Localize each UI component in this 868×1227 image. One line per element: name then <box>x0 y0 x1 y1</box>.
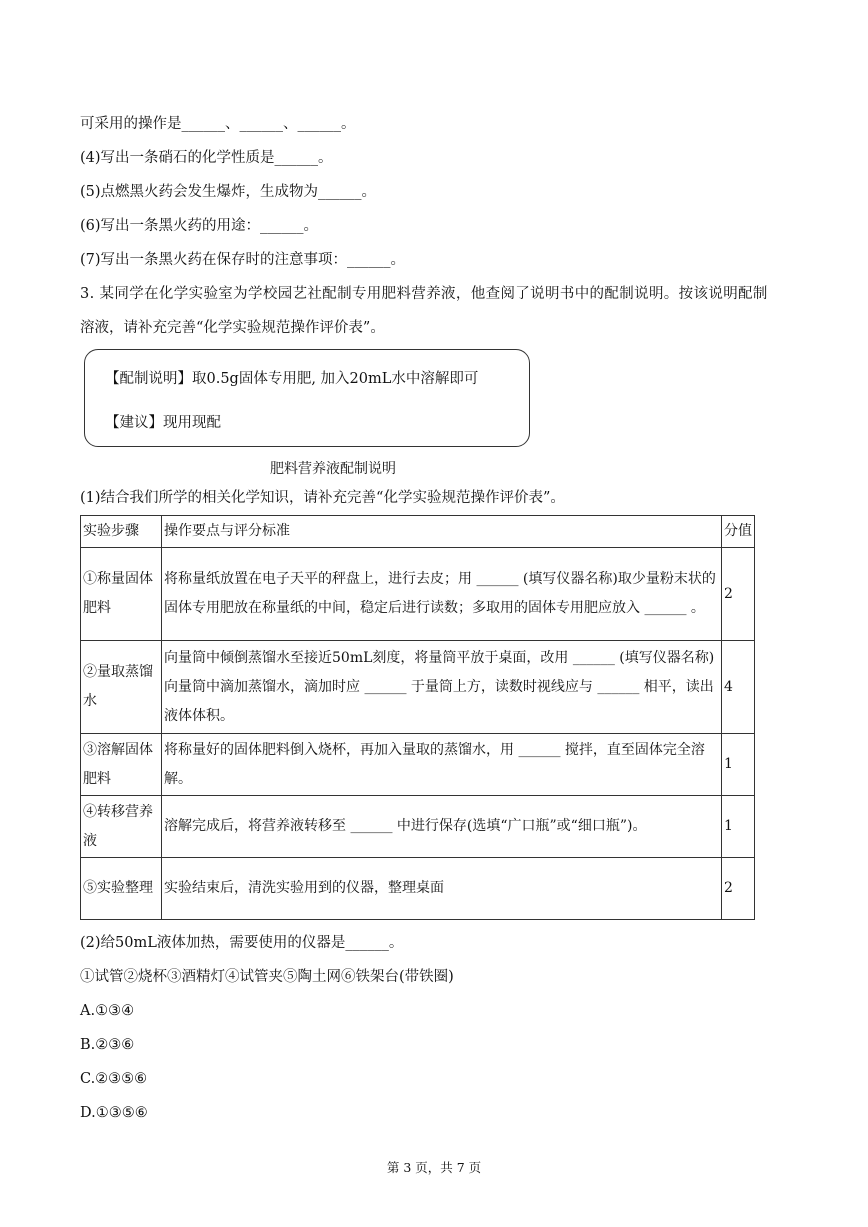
suggestion-text: 【建议】现用现配 <box>105 415 221 431</box>
option-b: B.②③⑥ <box>80 1037 135 1053</box>
step-cell: ①称量固体肥料 <box>81 548 162 641</box>
table-header-cell: 实验步骤 <box>81 516 162 548</box>
step-cell: ②量取蒸馏水 <box>81 641 162 734</box>
table-header-cell: 分值 <box>722 516 755 548</box>
sub-question-2: (2)给50mL液体加热，需要使用的仪器是______。 <box>80 935 404 951</box>
table-header-row <box>81 516 755 548</box>
content-cell: 向量筒中倾倒蒸馏水至接近50mL刻度，将量筒平放于桌面，改用 ______ (填写仪器名称)向量筒中滴加蒸馏水，滴加时应 ______ 于量筒上方，读数时视线应与 ______ 相平，读出液体体积。 <box>162 641 722 734</box>
question-text-line: 可采用的操作是______、______、______。 <box>80 116 356 132</box>
question-3-line-2: 溶液，请补充完善“化学实验规范操作评价表”。 <box>80 320 385 336</box>
table-row <box>81 734 755 796</box>
preparation-instructions-box <box>84 349 530 447</box>
instrument-list: ①试管②烧杯③酒精灯④试管夹⑤陶土网⑥铁架台(带铁圈) <box>80 969 454 985</box>
evaluation-table <box>80 515 755 920</box>
step-cell: ⑤实验整理 <box>81 858 162 920</box>
option-d: D.①③⑤⑥ <box>80 1105 148 1121</box>
score-cell: 2 <box>722 548 755 641</box>
table-row <box>81 796 755 858</box>
content-cell: 实验结束后，清洗实验用到的仪器，整理桌面 <box>162 858 722 920</box>
content-cell: 将称量好的固体肥料倒入烧杯，再加入量取的蒸馏水，用 ______ 搅拌，直至固体完全溶解。 <box>162 734 722 796</box>
table-row <box>81 548 755 641</box>
score-cell: 4 <box>722 641 755 734</box>
question-3-line-1: 3. 某同学在化学实验室为学校园艺社配制专用肥料营养液，他查阅了说明书中的配制说明。按该说明配制 <box>80 286 768 302</box>
question-text-line: (7)写出一条黑火药在保存时的注意事项：______。 <box>80 252 406 268</box>
sub-question-1: (1)结合我们所学的相关化学知识，请补充完善“化学实验规范操作评价表”。 <box>80 490 565 506</box>
question-text-line: (5)点燃黑火药会发生爆炸，生成物为______。 <box>80 184 377 200</box>
step-cell: ④转移营养液 <box>81 796 162 858</box>
content-cell: 将称量纸放置在电子天平的秤盘上，进行去皮；用 ______ (填写仪器名称)取少量粉末状的固体专用肥放在称量纸的中间，稳定后进行读数；多取用的固体专用肥应放入 ______ 。 <box>162 548 722 641</box>
score-cell: 2 <box>722 858 755 920</box>
score-cell: 1 <box>722 796 755 858</box>
score-cell: 1 <box>722 734 755 796</box>
table-row <box>81 858 755 920</box>
option-a: A.①③④ <box>80 1003 135 1019</box>
option-c: C.②③⑤⑥ <box>80 1071 148 1087</box>
table-header-cell: 操作要点与评分标准 <box>162 516 722 548</box>
question-text-line: (4)写出一条硝石的化学性质是______。 <box>80 150 333 166</box>
content-cell: 溶解完成后，将营养液转移至 ______ 中进行保存(选填“广口瓶”或“细口瓶”)。 <box>162 796 722 858</box>
step-cell: ③溶解固体肥料 <box>81 734 162 796</box>
page-footer: 第 3 页，共 7 页 <box>386 1160 482 1175</box>
table-row <box>81 641 755 734</box>
box-caption: 肥料营养液配制说明 <box>270 461 396 477</box>
instruction-text: 【配制说明】取0.5g固体专用肥, 加入20mL水中溶解即可 <box>105 371 479 387</box>
question-text-line: (6)写出一条黑火药的用途：______。 <box>80 218 319 234</box>
